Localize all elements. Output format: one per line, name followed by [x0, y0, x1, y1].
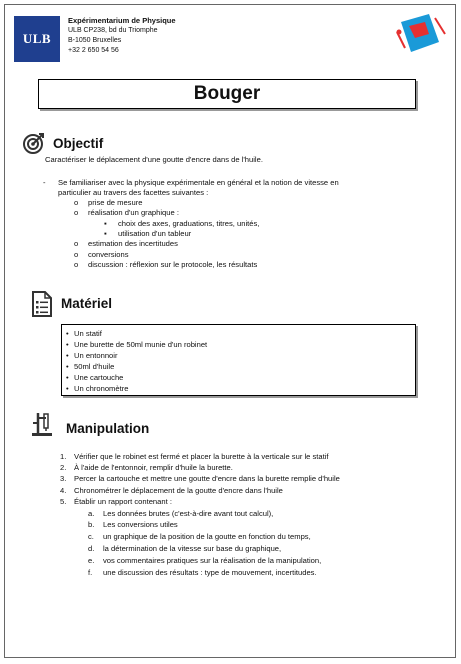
manipulation-substep: la détermination de la vitesse sur base du graphique,: [103, 544, 282, 553]
materiel-item: Une burette de 50ml munie d'un robinet: [74, 340, 208, 349]
address-line: B-1050 Bruxelles: [68, 37, 122, 44]
sub-letter: a.: [88, 509, 95, 518]
dot-bullet: •: [66, 329, 69, 338]
objectif-item: prise de mesure: [88, 198, 143, 207]
circle-bullet: o: [74, 198, 79, 207]
manipulation-substep: Les données brutes (c'est-à-dire avant tout calcul),: [103, 509, 274, 518]
logo-text: ULB: [22, 31, 52, 46]
step-number: 5.: [60, 497, 67, 506]
manipulation-step: Percer la cartouche et mettre une goutte d'encre dans la burette remplie d'huile: [74, 474, 340, 483]
circle-bullet: o: [74, 250, 79, 259]
page-title: Bouger: [193, 83, 261, 104]
manipulation-substep: une discussion des résultats : type de mouvement, incertitudes.: [103, 568, 317, 577]
sub-letter: c.: [88, 532, 94, 541]
manipulation-substep: un graphique de la position de la goutte en fonction du temps,: [103, 532, 311, 541]
objectif-heading: Objectif: [53, 136, 104, 151]
step-number: 1.: [60, 452, 67, 461]
bullet-marker: -: [43, 178, 46, 187]
manipulation-step: À l'aide de l'entonnoir, remplir d'huile la burette.: [74, 463, 233, 472]
manipulation-step: Établir un rapport contenant :: [74, 497, 172, 506]
objectif-intro: Caractériser le déplacement d'une goutte d'encre dans de l'huile.: [45, 155, 263, 164]
manipulation-step: Chronométrer le déplacement de la goutte d'encre dans l'huile: [74, 486, 283, 495]
circle-bullet: o: [74, 239, 79, 248]
materiel-heading: Matériel: [61, 296, 113, 311]
materiel-item: 50ml d'huile: [74, 362, 115, 371]
objectif-item: discussion : réflexion sur le protocole, les résultats: [88, 260, 258, 269]
materiel-item: Un statif: [74, 329, 102, 338]
objectif-subitem: utilisation d'un tableur: [118, 229, 192, 238]
target-icon: [22, 130, 46, 156]
sub-letter: d.: [88, 544, 95, 553]
address-line: ULB CP238, bd du Triomphe: [68, 27, 158, 34]
objectif-bullet-line: Se familiariser avec la physique expérimentale en général et la notion de vitesse en: [58, 178, 339, 187]
manipulation-heading: Manipulation: [66, 421, 150, 436]
square-bullet: ▪: [104, 219, 107, 228]
step-number: 4.: [60, 486, 67, 495]
ulb-logo: [14, 16, 60, 62]
dot-bullet: •: [66, 340, 69, 349]
address-line: +32 2 650 54 56: [68, 47, 119, 54]
objectif-item: conversions: [88, 250, 129, 259]
address-block: [68, 16, 176, 56]
manipulation-substep: vos commentaires pratiques sur la réalisation de la manipulation,: [103, 556, 322, 565]
sub-letter: e.: [88, 556, 95, 565]
manipulation-substep: Les conversions utiles: [103, 520, 178, 529]
materiel-item: Un entonnoir: [74, 351, 118, 360]
square-bullet: ▪: [104, 229, 107, 238]
objectif-bullet-line: particulier au travers des facettes suivantes :: [58, 188, 209, 197]
address-line: Expérimentarium de Physique: [68, 16, 176, 25]
sub-letter: f.: [88, 568, 93, 577]
materiel-item: Une cartouche: [74, 373, 124, 382]
sub-letter: b.: [88, 520, 95, 529]
dot-bullet: •: [66, 373, 69, 382]
circle-bullet: o: [74, 208, 79, 217]
objectif-item: réalisation d'un graphique :: [88, 208, 179, 217]
circle-bullet: o: [74, 260, 79, 269]
experimentarium-emblem-icon: [395, 12, 447, 56]
dot-bullet: •: [66, 384, 69, 393]
dot-bullet: •: [66, 351, 69, 360]
lab-stand-icon: [30, 411, 54, 437]
dot-bullet: •: [66, 362, 69, 371]
step-number: 2.: [60, 463, 67, 472]
step-number: 3.: [60, 474, 67, 483]
objectif-subitem: choix des axes, graduations, titres, unités,: [118, 219, 260, 228]
objectif-item: estimation des incertitudes: [88, 239, 178, 248]
materiel-item: Un chronomètre: [74, 384, 129, 393]
manipulation-step: Vérifier que le robinet est fermé et placer la burette à la verticale sur le statif: [74, 452, 329, 461]
page-title-box: [38, 79, 416, 109]
checklist-icon: [30, 291, 54, 317]
